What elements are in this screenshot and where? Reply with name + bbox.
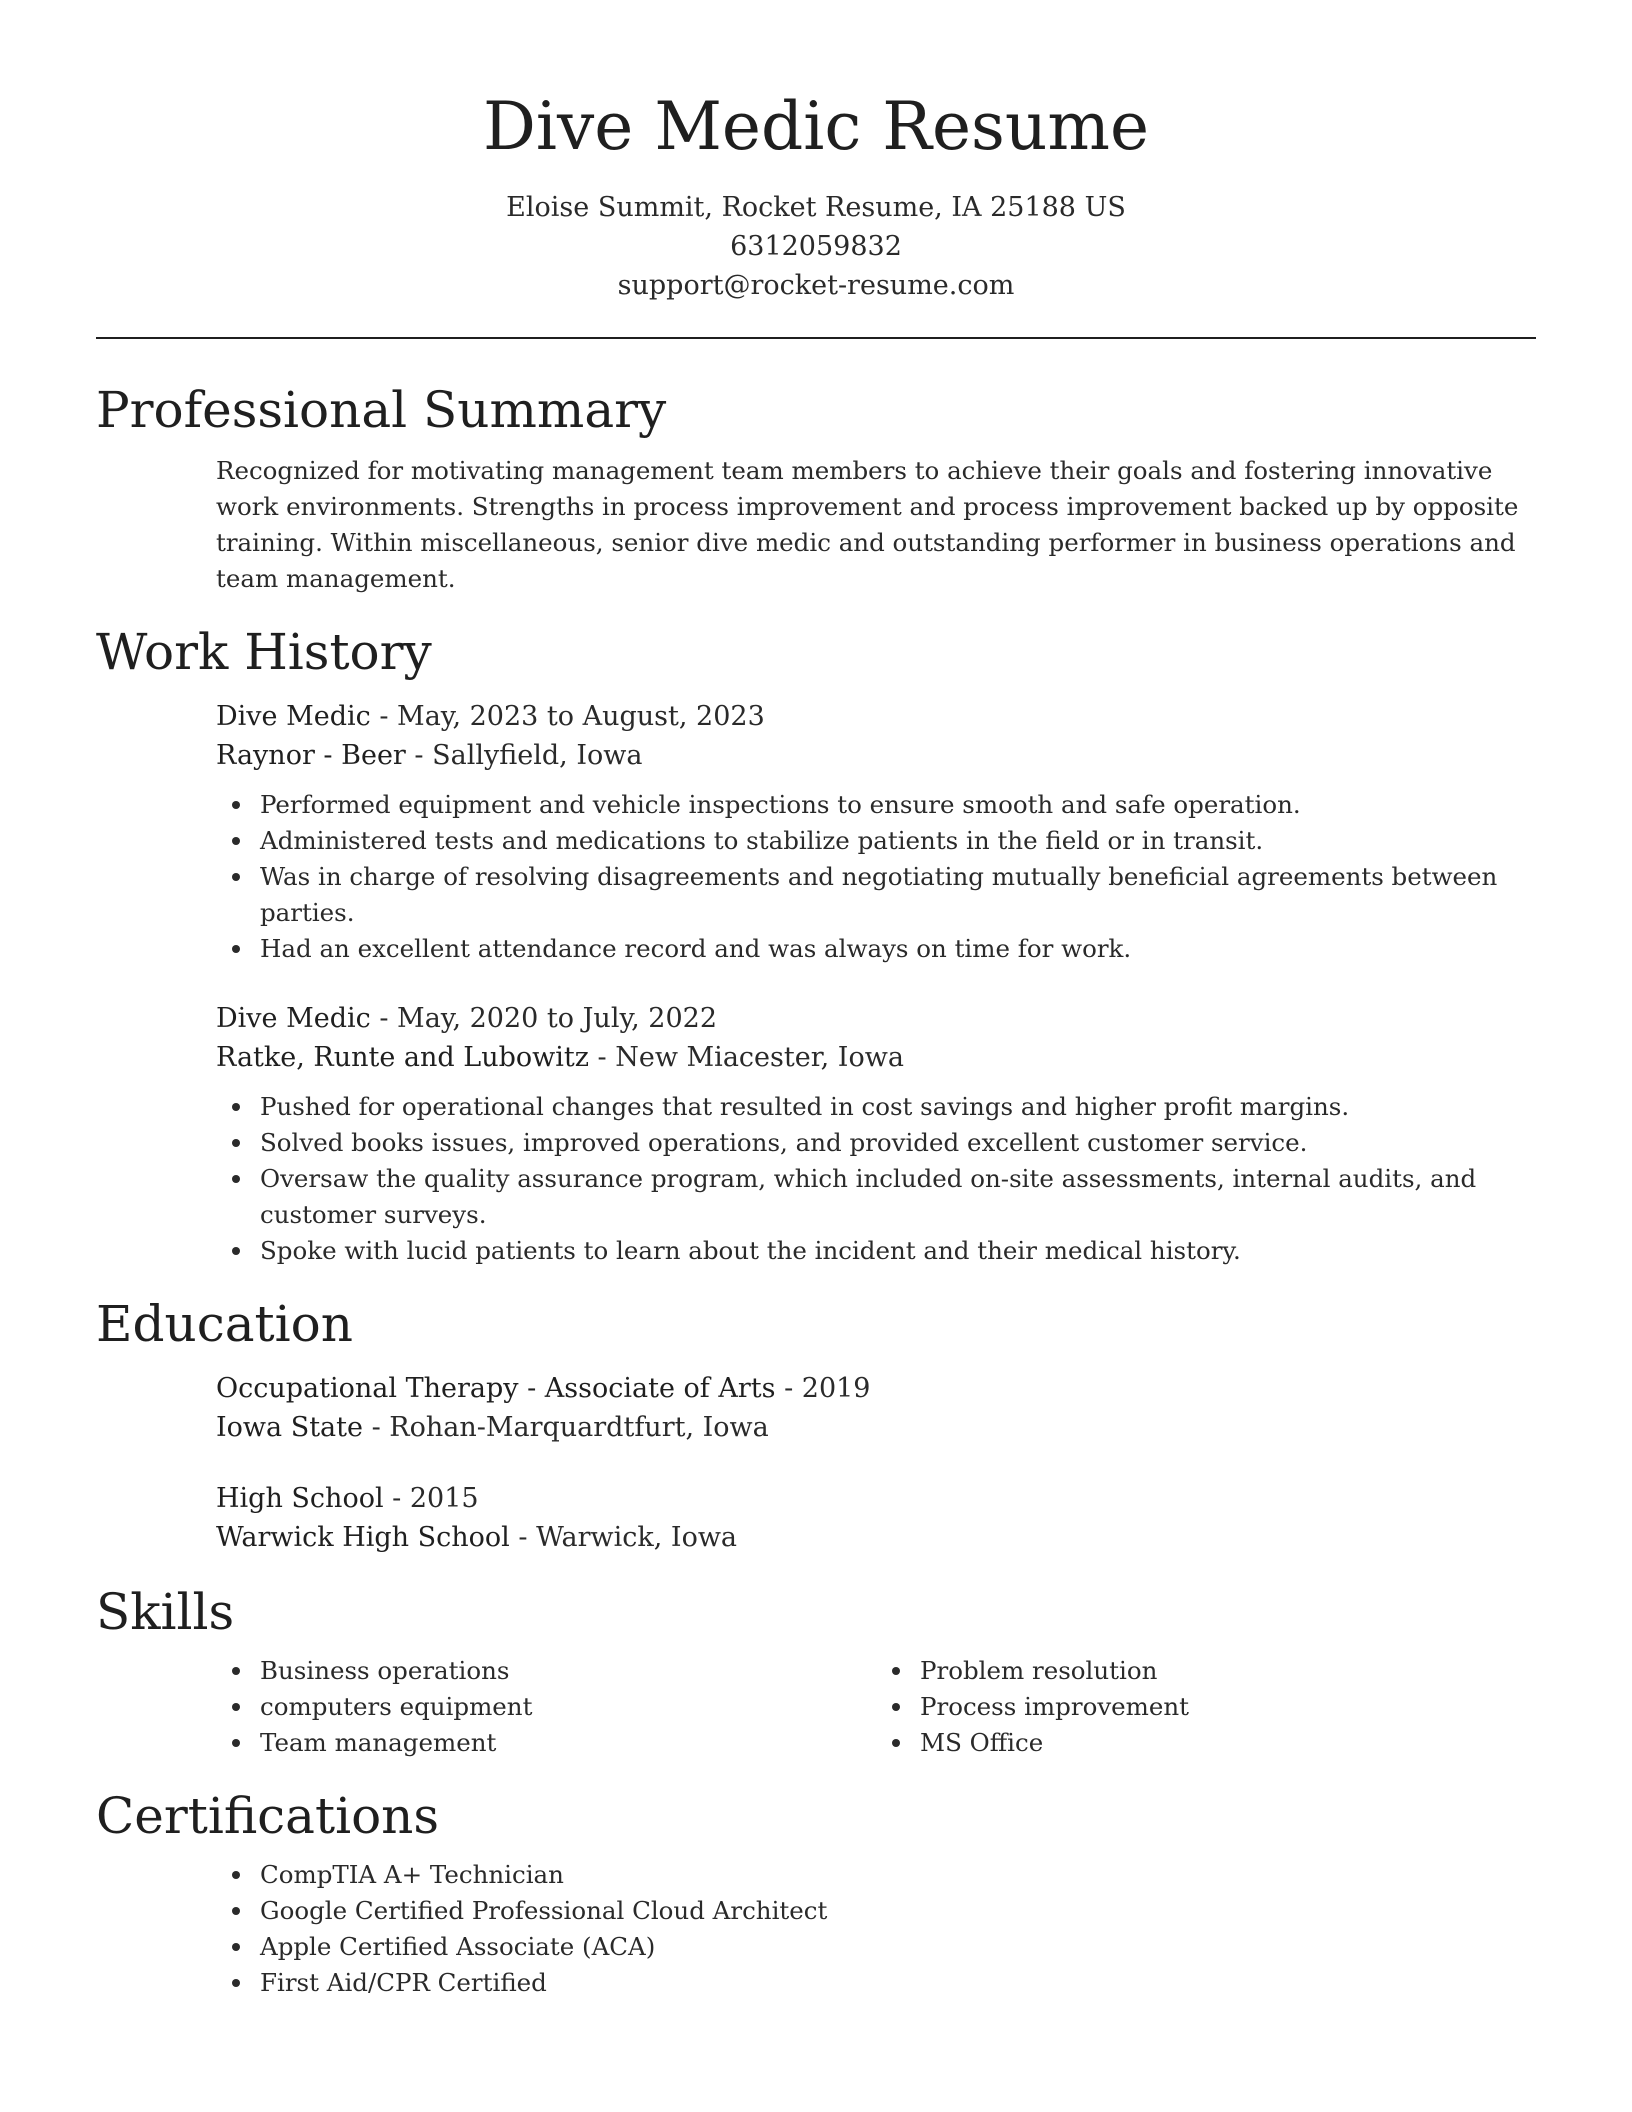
bullet-dot bbox=[892, 1739, 900, 1747]
list-item bbox=[920, 1689, 1536, 1725]
education-section bbox=[96, 1291, 1536, 1557]
skill-text: computers equipment bbox=[260, 1692, 533, 1721]
school-line bbox=[216, 1518, 1536, 1557]
header-divider bbox=[96, 337, 1536, 339]
list-item-text: Pushed for operational changes that resulted in cost savings and higher profit margins. bbox=[260, 1092, 1350, 1121]
bullet-dot bbox=[232, 1739, 240, 1747]
school-location: - Warwick, Iowa bbox=[509, 1522, 738, 1553]
bullet-dot bbox=[232, 1667, 240, 1675]
education-entry bbox=[216, 1369, 1536, 1447]
degree: High School bbox=[216, 1483, 384, 1514]
degree: Occupational Therapy - Associate of Arts bbox=[216, 1373, 776, 1404]
list-item bbox=[260, 931, 1536, 967]
job-entry bbox=[216, 697, 1536, 967]
job-duties bbox=[216, 1089, 1536, 1269]
list-item-text: Administered tests and medications to stabilize patients in the field or in transit. bbox=[260, 826, 1264, 855]
bullet-dot bbox=[232, 1703, 240, 1711]
bullet-dot bbox=[232, 1871, 240, 1879]
list-item-text: Was in charge of resolving disagreements and negotiating mutually beneficial agreements between parties. bbox=[260, 862, 1498, 927]
school-line bbox=[216, 1408, 1536, 1447]
certification-text: CompTIA A+ Technician bbox=[260, 1860, 564, 1889]
job-duties bbox=[216, 787, 1536, 967]
skill-text: Problem resolution bbox=[920, 1656, 1158, 1685]
contact-phone: 6312059832 bbox=[730, 231, 902, 262]
job-location: - New Miacester, Iowa bbox=[588, 1042, 904, 1073]
list-item bbox=[260, 1929, 1536, 1965]
list-item bbox=[260, 1161, 1536, 1233]
bullet-dot bbox=[892, 1703, 900, 1711]
job-employer-line bbox=[216, 1038, 1536, 1077]
school-name: Iowa State bbox=[216, 1412, 363, 1443]
summary-heading: Professional Summary bbox=[96, 381, 667, 439]
list-item bbox=[260, 1965, 1536, 2001]
bullet-dot bbox=[232, 1103, 240, 1111]
resume-header bbox=[96, 80, 1536, 305]
skills-column-left bbox=[216, 1653, 876, 1761]
certification-text: First Aid/CPR Certified bbox=[260, 1968, 547, 1997]
skills-grid bbox=[216, 1653, 1536, 1761]
bullet-dot bbox=[232, 801, 240, 809]
degree-line bbox=[216, 1479, 1536, 1518]
bullet-dot bbox=[232, 873, 240, 881]
list-item-text: Solved books issues, improved operations, and provided excellent customer service. bbox=[260, 1128, 1308, 1157]
contact-address: Eloise Summit, Rocket Resume, IA 25188 US bbox=[506, 192, 1126, 223]
degree-line bbox=[216, 1369, 1536, 1408]
job-dates: - May, 2020 to July, 2022 bbox=[370, 1003, 718, 1034]
list-item bbox=[260, 859, 1536, 931]
bullet-dot bbox=[232, 1247, 240, 1255]
bullet-dot bbox=[892, 1667, 900, 1675]
education-entry bbox=[216, 1479, 1536, 1557]
list-item bbox=[260, 1653, 876, 1689]
resume-title: Dive Medic Resume bbox=[482, 88, 1150, 165]
work-history-heading: Work History bbox=[96, 623, 432, 681]
job-location: - Sallyfield, Iowa bbox=[405, 740, 643, 771]
certifications-heading: Certifications bbox=[96, 1787, 440, 1845]
bullet-dot bbox=[232, 1139, 240, 1147]
list-item bbox=[260, 1689, 876, 1725]
list-item bbox=[260, 1089, 1536, 1125]
job-title-line bbox=[216, 999, 1536, 1038]
job-employer: Raynor - Beer bbox=[216, 740, 406, 771]
bullet-dot bbox=[232, 1943, 240, 1951]
list-item-text: Spoke with lucid patients to learn about the incident and their medical history. bbox=[260, 1236, 1241, 1265]
job-employer: Ratke, Runte and Lubowitz bbox=[216, 1042, 589, 1073]
list-item bbox=[260, 787, 1536, 823]
certification-text: Apple Certified Associate (ACA) bbox=[260, 1932, 656, 1961]
bullet-dot bbox=[232, 837, 240, 845]
job-entry bbox=[216, 999, 1536, 1269]
graduation-year: - 2015 bbox=[383, 1483, 479, 1514]
job-title-line bbox=[216, 697, 1536, 736]
school-name: Warwick High School bbox=[216, 1522, 510, 1553]
list-item bbox=[920, 1653, 1536, 1689]
list-item bbox=[260, 1857, 1536, 1893]
job-title: Dive Medic bbox=[216, 701, 371, 732]
skill-text: Business operations bbox=[260, 1656, 510, 1685]
skill-text: Process improvement bbox=[920, 1692, 1190, 1721]
list-item bbox=[260, 823, 1536, 859]
graduation-year: - 2019 bbox=[775, 1373, 871, 1404]
list-item bbox=[260, 1725, 876, 1761]
skills-section bbox=[96, 1579, 1536, 1761]
list-item bbox=[260, 1233, 1536, 1269]
job-dates: - May, 2023 to August, 2023 bbox=[370, 701, 765, 732]
job-title: Dive Medic bbox=[216, 1003, 371, 1034]
list-item bbox=[260, 1893, 1536, 1929]
skills-heading: Skills bbox=[96, 1583, 235, 1641]
skill-text: MS Office bbox=[920, 1728, 1044, 1757]
list-item-text: Oversaw the quality assurance program, which included on-site assessments, internal audits, and customer surveys. bbox=[260, 1164, 1477, 1229]
list-item-text: Had an excellent attendance record and was always on time for work. bbox=[260, 934, 1132, 963]
skill-text: Team management bbox=[260, 1728, 497, 1757]
list-item bbox=[920, 1725, 1536, 1761]
summary-text: Recognized for motivating management team members to achieve their goals and fostering innovative work environments. Strengths in process improvement and process improvement backed up by opposite training. Within miscellaneous, senior dive medic and outstanding performer in business operations and team management. bbox=[216, 456, 1519, 593]
certification-text: Google Certified Professional Cloud Architect bbox=[260, 1896, 828, 1925]
education-heading: Education bbox=[96, 1295, 353, 1353]
list-item bbox=[260, 1125, 1536, 1161]
bullet-dot bbox=[232, 1979, 240, 1987]
summary-section bbox=[96, 377, 1536, 597]
list-item-text: Performed equipment and vehicle inspections to ensure smooth and safe operation. bbox=[260, 790, 1301, 819]
work-history-section bbox=[96, 619, 1536, 1269]
bullet-dot bbox=[232, 1907, 240, 1915]
bullet-dot bbox=[232, 945, 240, 953]
certifications-list bbox=[216, 1857, 1536, 2001]
school-location: - Rohan-Marquardtfurt, Iowa bbox=[362, 1412, 769, 1443]
skills-column-right bbox=[876, 1653, 1536, 1761]
contact-email: support@rocket-resume.com bbox=[617, 270, 1015, 301]
certifications-section bbox=[96, 1783, 1536, 2001]
bullet-dot bbox=[232, 1175, 240, 1183]
job-employer-line bbox=[216, 736, 1536, 775]
